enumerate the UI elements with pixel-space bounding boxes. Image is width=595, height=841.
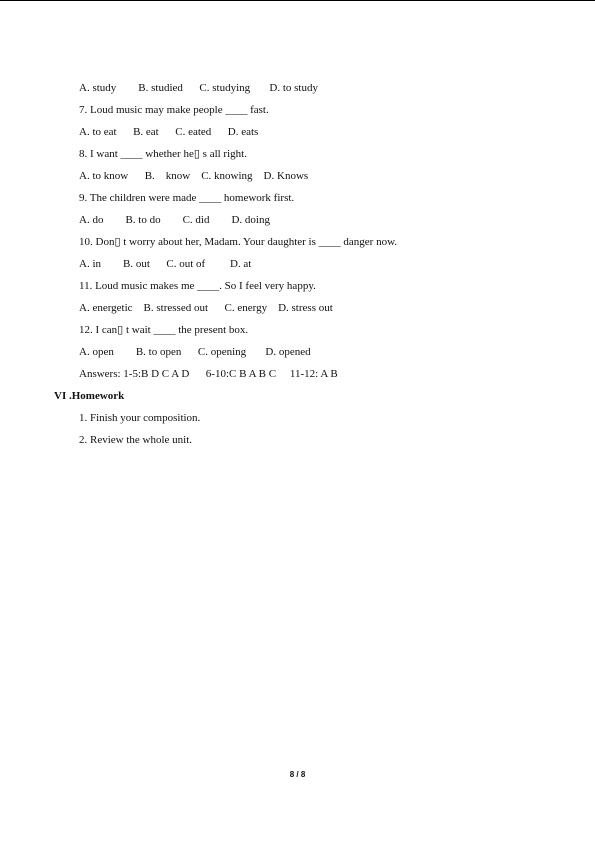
page-number: 8 / 8 xyxy=(289,770,306,779)
section-heading-homework: VI .Homework xyxy=(54,390,125,402)
homework-item-1: 1. Finish your composition. xyxy=(79,412,201,424)
question-9-options: A. do B. to do C. did D. doing xyxy=(79,214,270,226)
question-11: 11. Loud music makes me ____. So I feel very happy. xyxy=(79,280,316,292)
question-9: 9. The children were made ____ homework first. xyxy=(79,192,295,204)
answer-key: Answers: 1-5:B D C A D 6-10:C B A B C 11-12: A B xyxy=(79,368,338,380)
question-10-options: A. in B. out C. out of D. at xyxy=(79,258,252,270)
question-7-options: A. to eat B. eat C. eated D. eats xyxy=(79,126,259,138)
question-11-options: A. energetic B. stressed out C. energy D. stress out xyxy=(79,302,333,314)
question-8-options: A. to know B. know C. knowing D. Knows xyxy=(79,170,309,182)
question-8: 8. I want ____ whether he▯ s all right. xyxy=(79,148,247,160)
question-7: 7. Loud music may make people ____ fast. xyxy=(79,104,269,116)
question-10: 10. Don▯ t worry about her, Madam. Your daughter is ____ danger now. xyxy=(79,236,398,248)
homework-item-2: 2. Review the whole unit. xyxy=(79,434,193,446)
top-border-line xyxy=(0,0,595,1)
question-12-options: A. open B. to open C. opening D. opened xyxy=(79,346,311,358)
question-6-options: A. study B. studied C. studying D. to study xyxy=(79,82,318,94)
question-12: 12. I can▯ t wait ____ the present box. xyxy=(79,324,249,336)
